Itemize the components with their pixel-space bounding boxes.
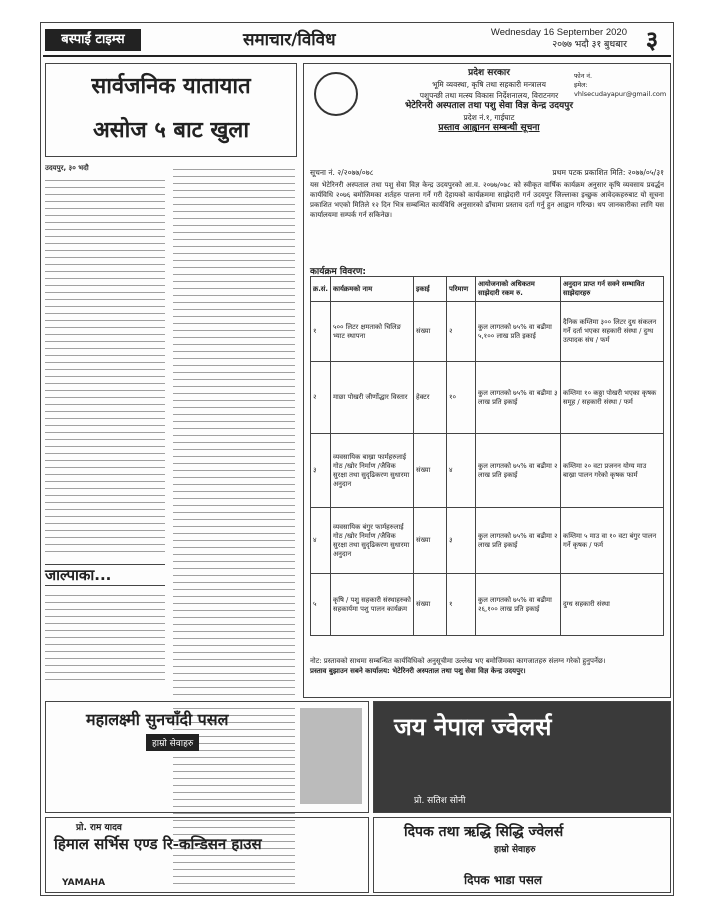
table-row	[311, 574, 664, 636]
table-cell: व्यवसायिक बाख्रा फार्महरुलाई गोठ /खोर निर्माण /जैविक सुरक्षा तथा सुदृढिकरण सुधारमा अनुदान	[330, 434, 413, 508]
table-cell: माछा पोखरी जीर्णोद्धार विस्तार	[330, 362, 413, 434]
ad-model-photo	[300, 708, 362, 804]
table-cell: २	[311, 362, 331, 434]
table-cell: कम्तिमा ५ माउ वा १० वटा बंगुर पालन गर्ने कृषक / फर्म	[560, 508, 663, 574]
table-cell: कम्तिमा २० वटा प्रजनन योग्य माउ बाख्रा पालन गरेको कृषक फार्म	[560, 434, 663, 508]
newspaper-page	[40, 22, 674, 896]
column-header: परिमाण	[446, 277, 475, 302]
issue-date	[491, 27, 627, 51]
story-dateline: उदयपुर, ३० भदौ	[45, 164, 89, 172]
ad-brands: YAMAHA	[62, 878, 106, 888]
table-cell: हेक्टर	[413, 362, 446, 434]
story-text-block	[45, 589, 165, 685]
table-cell: संख्या	[413, 574, 446, 636]
table-cell: कम्तिमा १० कठ्ठा पोखरी भएका कृषक समूह / सहकारी संस्था / फर्म	[560, 362, 663, 434]
table-cell: कुल लागतको ७५% वा बढीमा २ लाख प्रति इकाई	[475, 434, 560, 508]
table-cell: व्यवसायिक बंगुर फार्महरुलाई गोठ /खोर निर्माण /जैविक सुरक्षा तथा सुदृढिकरण सुधारमा अनुदान	[330, 508, 413, 574]
contact-email: इमेल: vhlsecudayapur@gmail.com	[574, 81, 667, 98]
program-table	[310, 276, 664, 636]
table-cell: २	[446, 302, 475, 362]
column-header: क्र.सं.	[311, 277, 331, 302]
headline-line-1: सार्वजनिक यातायात	[91, 73, 251, 99]
table-cell: ३	[311, 434, 331, 508]
table-cell: दुग्ध सहकारी संस्था	[560, 574, 663, 636]
table-row	[311, 362, 664, 434]
ad-tagline: हाम्रो सेवाहरु	[494, 845, 536, 855]
table-cell: संख्या	[413, 434, 446, 508]
issuer-line: प्रदेश सरकार	[468, 68, 510, 78]
table-cell: कुल लागतको ७५% वा बढीमा ५,१०० लाख प्रति इकाई	[475, 302, 560, 362]
table-cell: ३	[446, 508, 475, 574]
ad-contact: प्रो. सतिश सोनी	[414, 796, 466, 806]
date-nepali: २०७७ भदौ ३१ बुधबार	[552, 39, 627, 50]
ad-himal-service	[45, 817, 369, 893]
government-emblem-icon	[314, 72, 358, 116]
table-row	[311, 434, 664, 508]
table-cell: संख्या	[413, 508, 446, 574]
table-cell: १	[446, 574, 475, 636]
tender-notice	[303, 63, 671, 698]
notice-contact	[574, 72, 667, 99]
notice-footer	[310, 656, 664, 676]
column-header: कार्यक्रमको नाम	[330, 277, 413, 302]
story-column-1b	[45, 589, 165, 685]
program-table-title: कार्यक्रम विवरण:	[310, 267, 367, 277]
table-cell: कृषि / पशु सहकारी संस्थाहरुको सहकार्यमा पशु पालन कार्यक्रम	[330, 574, 413, 636]
notice-body: यस भेटेरिनरी अस्पताल तथा पशु सेवा विज्ञ केन्द्र उदयपुरको आ.व. २०७७/०७८ को स्वीकृत वार्षिक कार्यक्रम अनुसार कृषि व्यवसाय प्रवर्द्धन कार्यविधि २०७६ बमोजिमका शर्तहरु पालना गर्ने गरी देहायको कार्यक्रममा साझेदारी गर्न उदयपुर जिल्लाका इच्छुक आवेदकहरुबाट यो सूचना प्रकाशित भएको मितिले १२ दिन भित्र सम्बन्धित कार्यविधि अनुसारको ढाँचामा प्रस्ताव दर्ता गर्नु हुन आह्वान गरिन्छ। थप जानकारीका लागि यस कार्यालयमा सम्पर्क गर्न सकिनेछ।	[310, 181, 664, 219]
table-cell: १	[311, 302, 331, 362]
notice-reference	[310, 168, 664, 178]
table-row	[311, 302, 664, 362]
column-header: इकाई	[413, 277, 446, 302]
table-cell: संख्या	[413, 302, 446, 362]
lead-headline-box	[45, 63, 297, 157]
notice-footnote: नोट: प्रस्तावको साथमा सम्बन्धित कार्यविधिको अनुसूचीमा उल्लेख भए बमोजिमका कागजातहरु संलग्न गरेको हुनुपर्नेछ।	[310, 657, 606, 665]
ad-title: जय नेपाल ज्वेलर्स	[394, 712, 552, 741]
ad-title: महालक्ष्मी सुनचाँदी पसल	[86, 710, 229, 729]
date-english: Wednesday 16 September 2020	[490, 27, 627, 38]
table-cell: ४	[311, 508, 331, 574]
ad-proprietor: प्रो. राम यादव	[76, 823, 122, 833]
ad-title: हिमाल सर्भिस एण्ड रि-कन्डिसन हाउस	[54, 835, 262, 853]
table-cell: ५०० लिटर क्षमताको चिलिङ भ्याट स्थापना	[330, 302, 413, 362]
story-column-1	[45, 163, 165, 561]
issuer-line: पशुपन्छी तथा मत्स्य विकास निर्देशनालय, विराटनगर	[419, 91, 559, 100]
ad-mahalaxmi	[45, 701, 369, 813]
table-cell: कुल लागतको ७५% वा बढीमा ३ लाख प्रति इकाई	[475, 362, 560, 434]
ad-deepak-jewellers	[373, 817, 671, 893]
table-cell: कुल लागतको ७५% वा बढीमा २६,१०० लाख प्रति इकाई	[475, 574, 560, 636]
ad-jay-nepal	[373, 701, 671, 813]
headline-line-2: असोज ५ बाट खुला	[92, 117, 250, 143]
section-title: समाचार/विविध	[243, 30, 336, 50]
masthead-logo: बस्पाईं टाइम्स	[45, 29, 141, 51]
issuer-line: प्रदेश नं.१, गाईघाट	[463, 113, 515, 122]
column-header: अनुदान प्राप्त गर्न सक्ने सम्भावित साझेदारहरु	[560, 277, 663, 302]
issuer-line: भेटेरिनरी अस्पताल तथा पशु सेवा विज्ञ केन्द्र उदयपुर	[404, 101, 574, 111]
ad-tagline: हाम्रो सेवाहरु	[146, 734, 199, 751]
story-text-block	[45, 174, 165, 554]
notice-signoff: प्रस्ताव बुझाउन सबने कार्यालय: भेटेरिनरी अस्पताल तथा पशु सेवा विज्ञ केन्द्र उदयपुर।	[310, 667, 526, 675]
ad-shop-name: दिपक भाडा पसल	[464, 873, 543, 887]
table-header-row	[311, 277, 664, 302]
story-subhead: जाल्पाका...	[45, 564, 165, 586]
page-header	[43, 25, 671, 57]
table-cell: ५	[311, 574, 331, 636]
table-cell: ४	[446, 434, 475, 508]
notice-number: सूचना नं. २/२०७७/०७८	[310, 168, 374, 177]
ad-title: दिपक तथा ऋद्धि सिद्धि ज्वेलर्स	[404, 824, 564, 840]
notice-title: प्रस्ताव आह्वानन सम्बन्धी सूचना	[438, 123, 540, 133]
publication-date: प्रथम पटक प्रकाशित मिति: २०७७/०५/३१	[552, 168, 664, 177]
table-cell: दैनिक कम्तिमा ३०० लिटर दुध संकलन गर्ने दर्ता भएका सहकारी संस्था / दुग्ध उत्पादक संघ / फर्म	[560, 302, 663, 362]
page-number: ३	[645, 26, 659, 54]
column-header: आयोजनाको अधिकतम साझेदारी रकम रु.	[475, 277, 560, 302]
table-cell: कुल लागतको ७५% वा बढीमा २ लाख प्रति इकाई	[475, 508, 560, 574]
table-row	[311, 508, 664, 574]
table-cell: १०	[446, 362, 475, 434]
issuer-line: भूमि व्यवस्था, कृषि तथा सहकारी मन्त्रालय	[432, 80, 546, 89]
contact-phone: फोन नं.	[574, 72, 593, 80]
